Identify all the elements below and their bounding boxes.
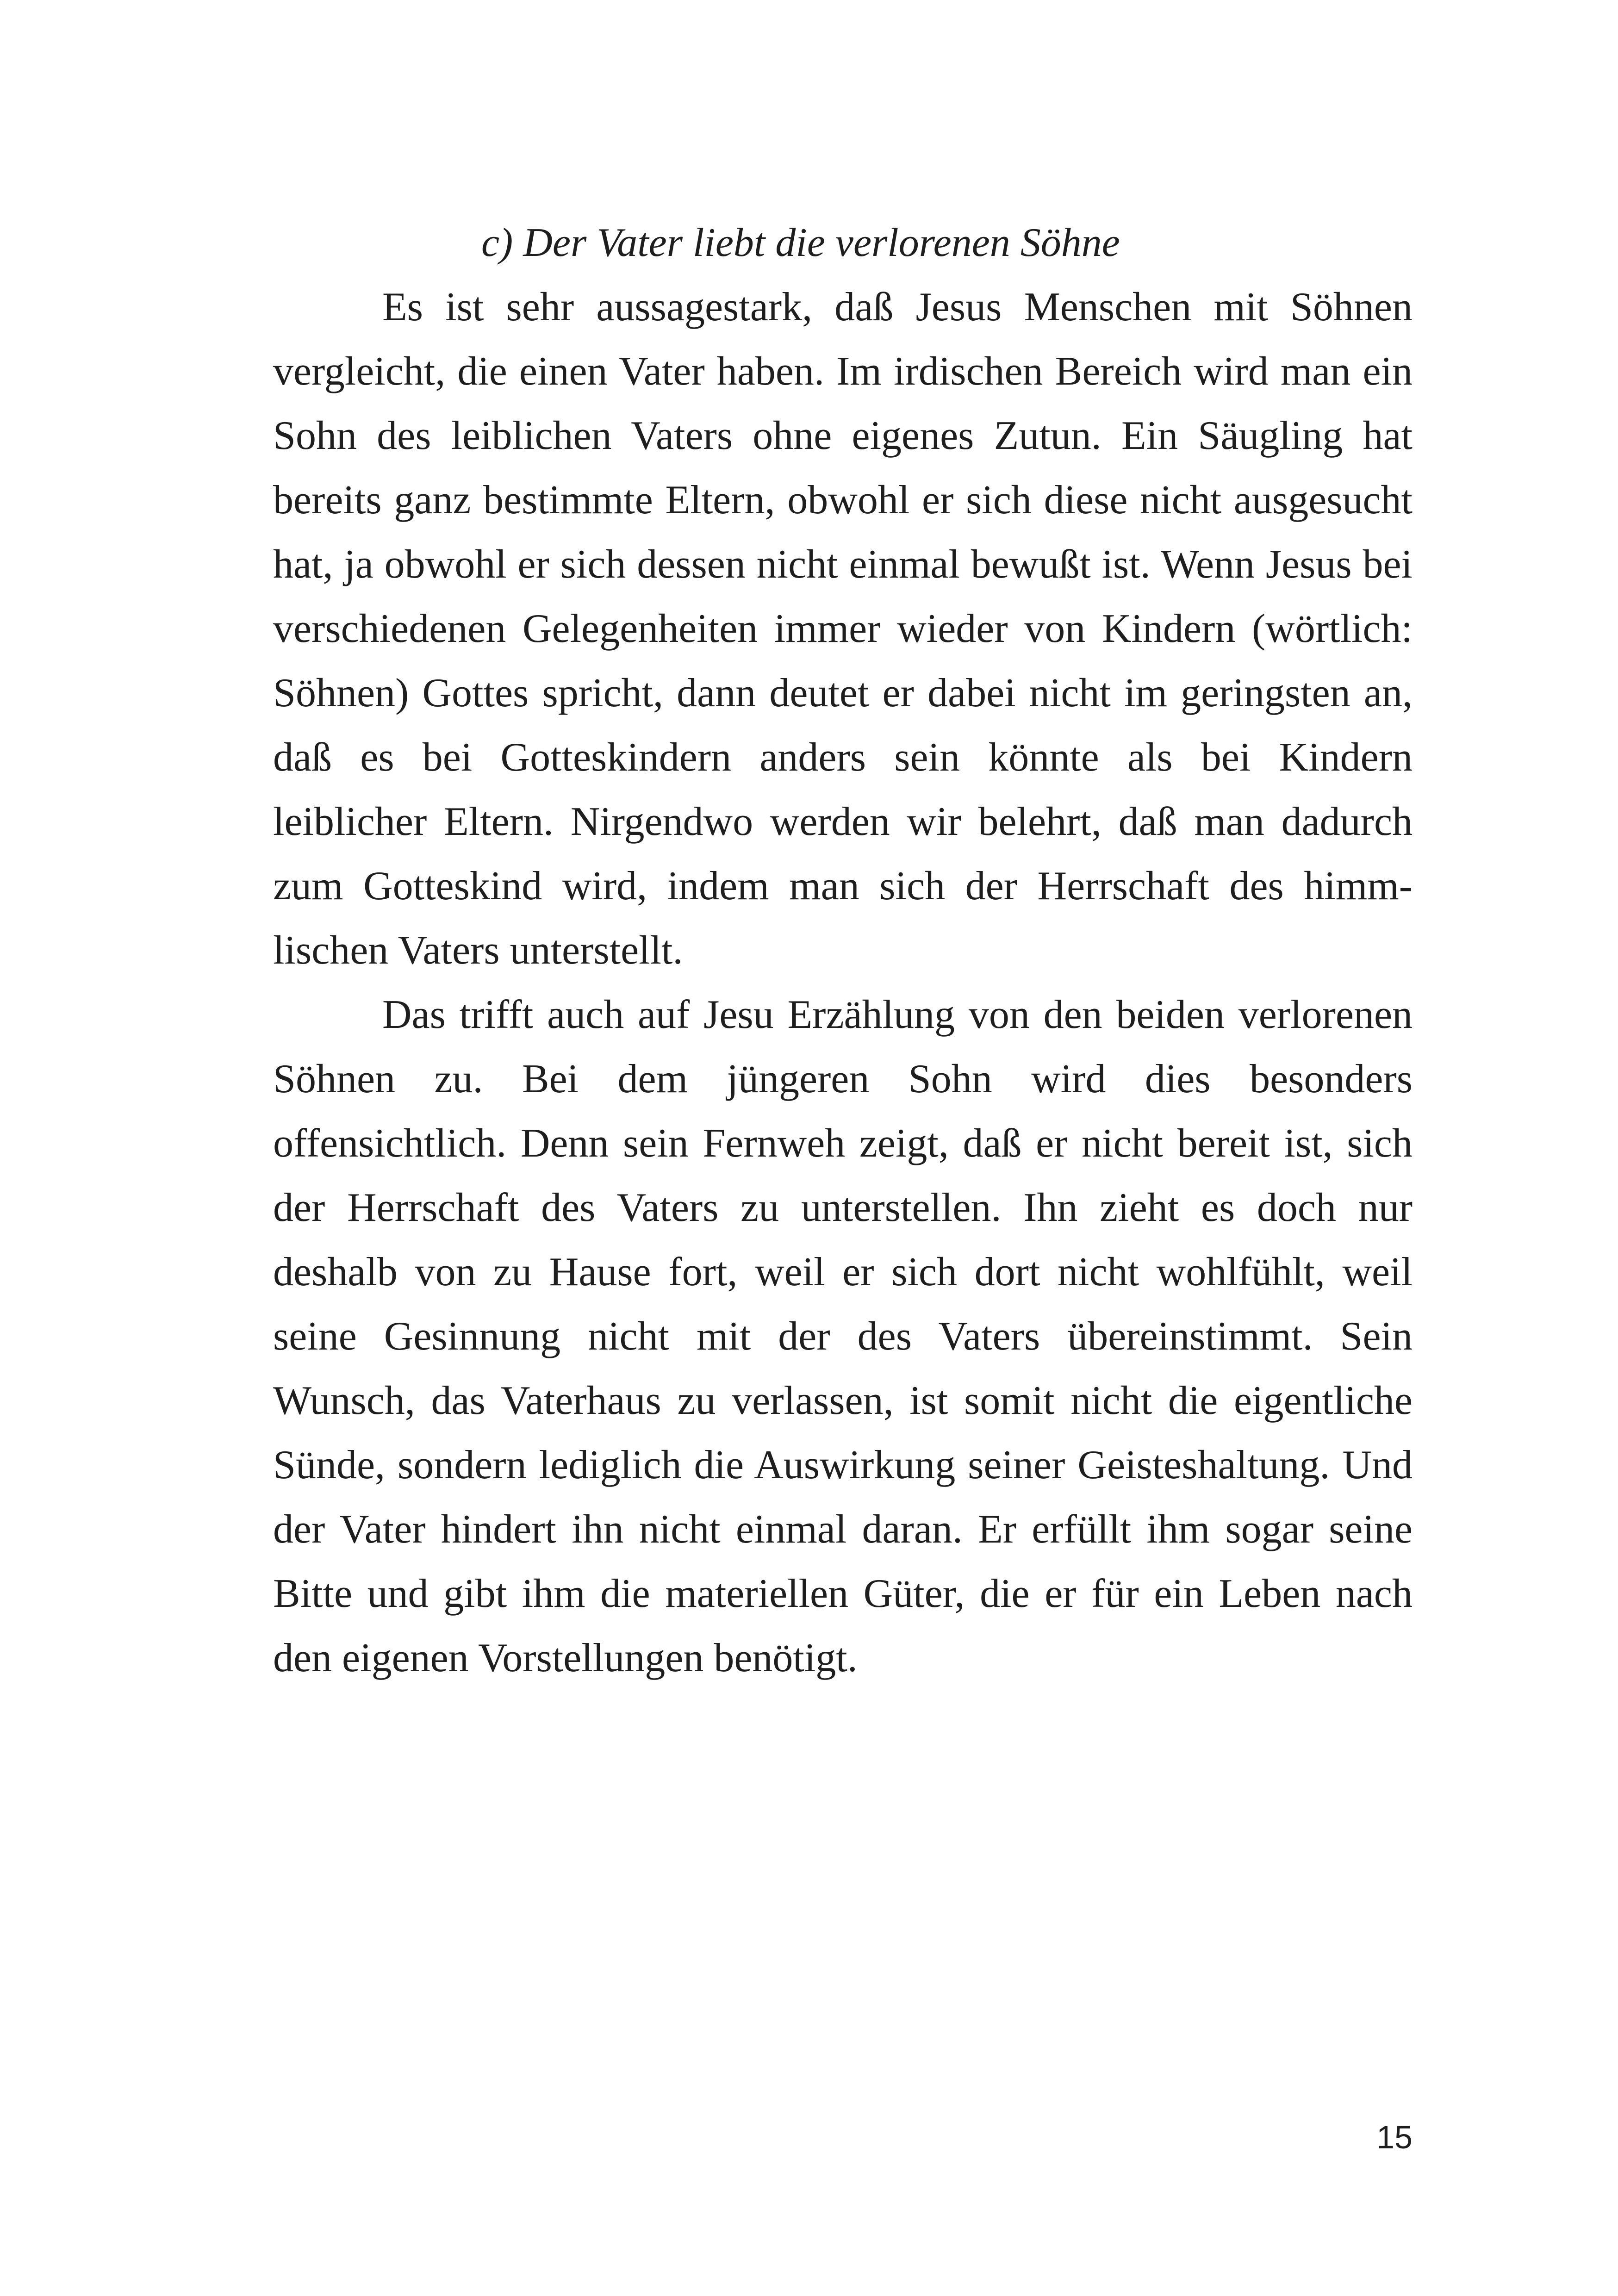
section-heading: c) Der Vater liebt die verlorenen Söhne bbox=[481, 220, 1120, 265]
page-number: 15 bbox=[1376, 2119, 1413, 2155]
text-block bbox=[273, 211, 1413, 1690]
paragraph-1: Es ist sehr aussagestark, daß Jesus Menschen mit Söhnen vergleicht, die einen Vater haben. Im irdischen Bereich wird man ein Sohn des leiblichen Vaters ohne eigenes Zutun. Ein Säugling hat bereits ganz bestimmte Eltern, obwohl er sich diese nicht ausgesucht hat, ja obwohl er sich dessen nicht einmal bewußt ist. Wenn Jesus bei verschiedenen Gelegenheiten immer wieder von Kindern (wörtlich: Söhnen) Gottes spricht, dann deutet er dabei nicht im geringsten an, daß es bei Gotteskindern anders sein könnte als bei Kindern leiblicher Eltern. Nirgendwo werden wir belehrt, daß man dadurch zum Gotteskind wird, indem man sich der Herrschaft des himmlischen Vaters unterstellt. bbox=[273, 285, 1413, 973]
paragraph-2: Das trifft auch auf Jesu Erzählung von den beiden verlorenen Söhnen zu. Bei dem jüngeren Sohn wird dies besonders offensichtlich. Denn sein Fernweh zeigt, daß er nicht bereit ist, sich der Herrschaft des Vaters zu unterstellen. Ihn zieht es doch nur deshalb von zu Hause fort, weil er sich dort nicht wohlfühlt, weil seine Gesinnung nicht mit der des Vaters übereinstimmt. Sein Wunsch, das Vaterhaus zu verlassen, ist somit nicht die eigentliche Sünde, sondern lediglich die Auswirkung seiner Geisteshaltung. Und der Vater hindert ihn nicht einmal daran. Er erfüllt ihm sogar seine Bitte und gibt ihm die materiellen Güter, die er für ein Leben nach den eigenen Vorstellungen benötigt. bbox=[273, 992, 1413, 1680]
